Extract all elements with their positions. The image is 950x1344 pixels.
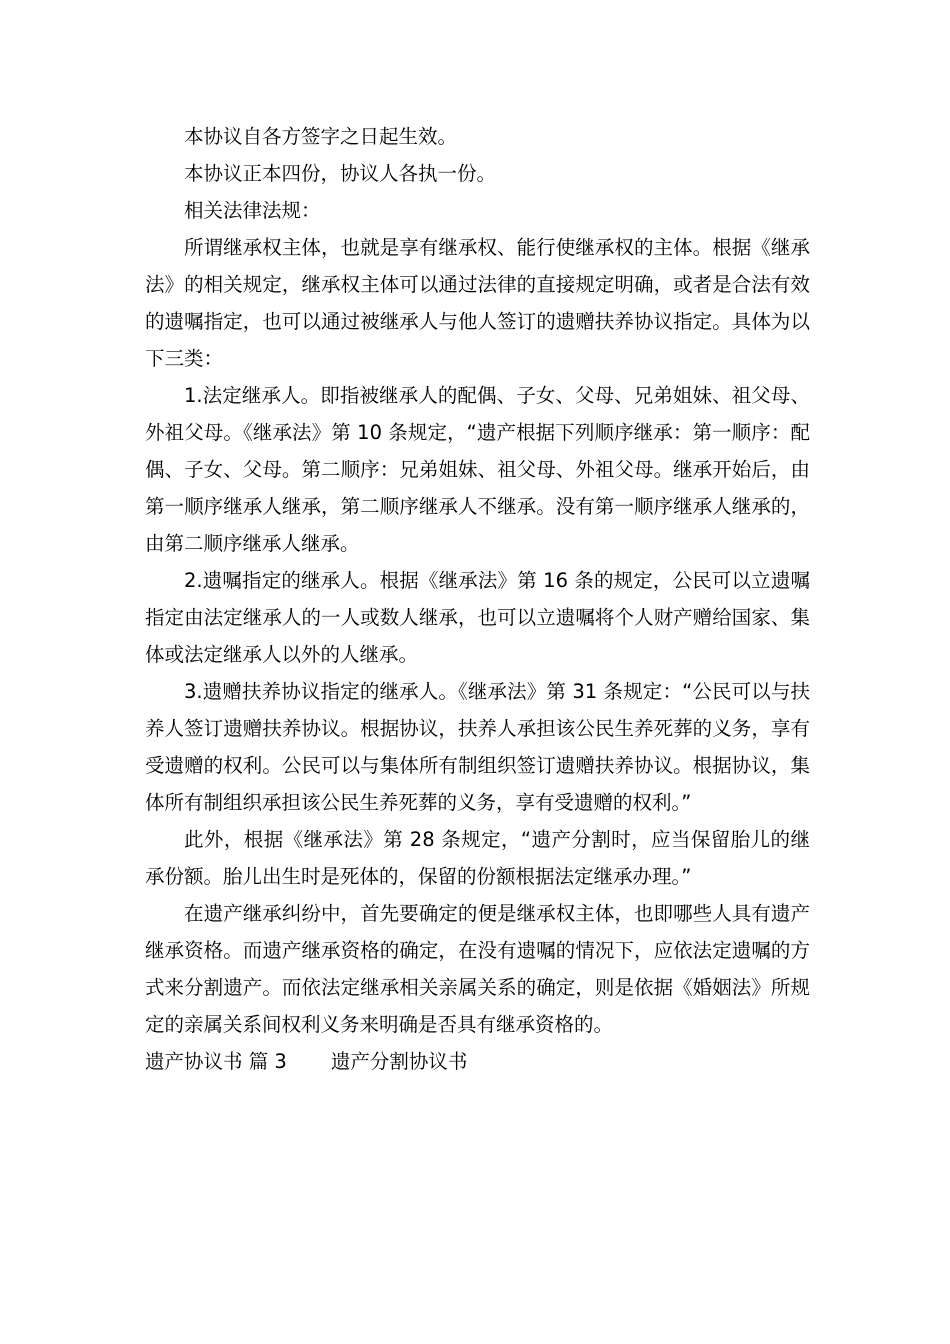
section-heading-right: 遗产分割协议书 bbox=[330, 1050, 468, 1073]
paragraph-testamentary-heirs: 2.遗嘱指定的继承人。根据《继承法》第 16 条的规定，公民可以立遗嘱指定由法定继承人的一人或数人继承，也可以立遗嘱将个人财产赠给国家、集体或法定继承人以外的人继承。 bbox=[145, 569, 810, 666]
section-heading-left: 遗产协议书 篇 3 bbox=[145, 1050, 287, 1073]
paragraph-copies: 本协议正本四份，协议人各执一份。 bbox=[184, 162, 497, 185]
section-heading-line bbox=[145, 1043, 810, 1080]
paragraph-fetus-share: 此外，根据《继承法》第 28 条规定，“遗产分割时，应当保留胎儿的继承份额。胎儿出生时是死体的，保留的份额根据法定继承办理。” bbox=[145, 828, 810, 888]
paragraph-inheritance-subject: 所谓继承权主体，也就是享有继承权、能行使继承权的主体。根据《继承法》的相关规定，继承权主体可以通过法律的直接规定明确，或者是合法有效的遗嘱指定，也可以通过被继承人与他人签订的遗赠扶养协议指定。具体为以下三类： bbox=[145, 236, 810, 370]
paragraph-statutory-heirs: 1.法定继承人。即指被继承人的配偶、子女、父母、兄弟姐妹、祖父母、外祖父母。《继承法》第 10 条规定，“遗产根据下列顺序继承：第一顺序：配偶、子女、父母。第二顺序：兄弟姐妹、祖父母、外祖父母。继承开始后，由第一顺序继承人继承，第二顺序继承人不继承。没有第一顺序继承人继承的，由第二顺序继承人继承。 bbox=[145, 384, 810, 555]
paragraph-legacy-support-heirs: 3.遗赠扶养协议指定的继承人。《继承法》第 31 条规定：“公民可以与扶养人签订遗赠扶养协议。根据协议，扶养人承担该公民生养死葬的义务，享有受遗赠的权利。公民可以与集体所有制组织签订遗赠扶养协议。根据协议，集体所有制组织承担该公民生养死葬的义务，享有受遗赠的权利。” bbox=[145, 680, 810, 814]
paragraph-inheritance-disputes: 在遗产继承纠纷中，首先要确定的便是继承权主体，也即哪些人具有遗产继承资格。而遗产继承资格的确定，在没有遗嘱的情况下，应依法定遗嘱的方式来分割遗产。而依法定继承相关亲属关系的确定，则是依据《婚姻法》所规定的亲属关系间权利义务来明确是否具有继承资格的。 bbox=[145, 902, 810, 1036]
paragraph-related-laws-heading: 相关法律法规： bbox=[184, 199, 321, 222]
document-body bbox=[145, 118, 810, 1080]
paragraph-effective-date: 本协议自各方签字之日起生效。 bbox=[184, 125, 458, 148]
